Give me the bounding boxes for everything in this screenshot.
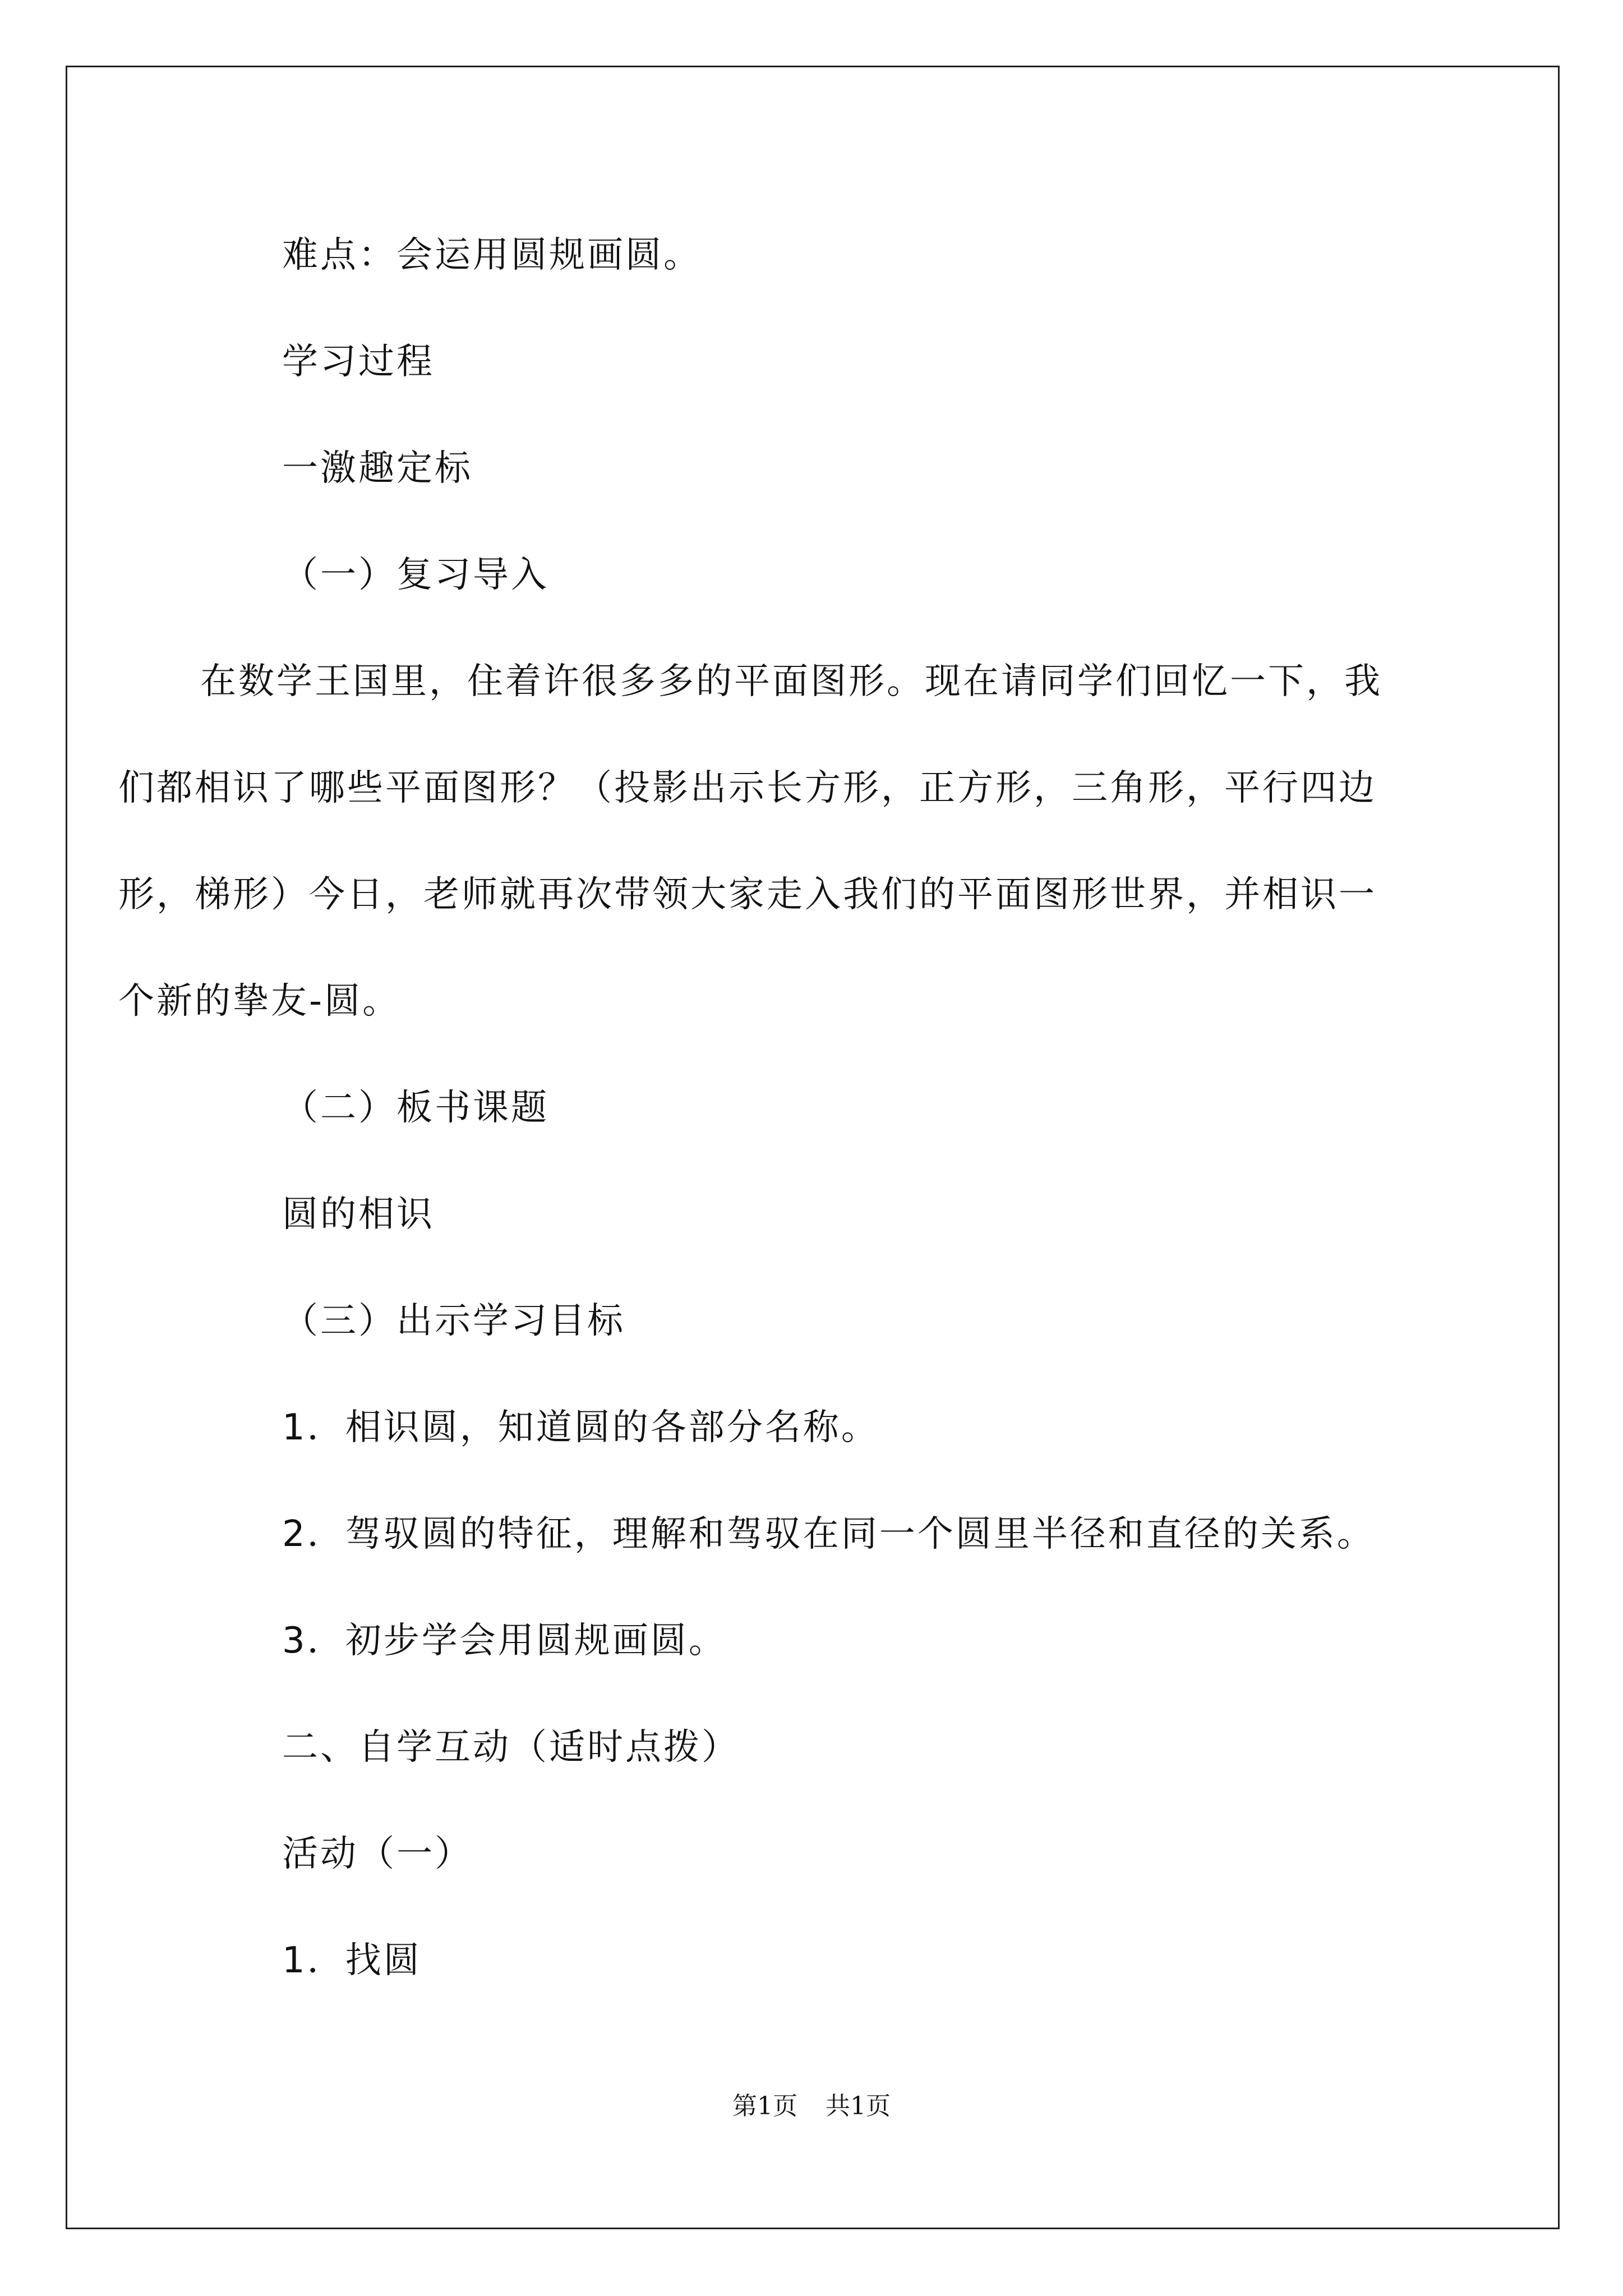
goal-item-1: 1．相识圆，知道圆的各部分名称。 <box>282 1407 879 1448</box>
goal-item-3: 3．初步学会用圆规画圆。 <box>282 1620 727 1662</box>
heading-section-one: 一激趣定标 <box>282 448 473 489</box>
document-body <box>118 202 1469 2014</box>
page-total: 共1页 <box>826 2092 891 2120</box>
page-footer <box>0 2086 1623 2122</box>
heading-review-intro: （一）复习导入 <box>282 554 549 596</box>
activity-item-1: 1．找圆 <box>282 1940 422 1981</box>
paragraph-intro-text: 在数学王国里，住着许很多多的平面图形。现在请同学们回忆一下，我们都相识了哪些平面图形？（投影出示长方形，正方形，三角形，平行四边形，梯形）今日，老师就再次带领大家走入我们的平面图形世界，并相识一个新的挚友-圆。 <box>118 661 1382 1022</box>
heading-board-title: （二）板书课题 <box>282 1087 549 1129</box>
goal-item-2: 2．驾驭圆的特征，理解和驾驭在同一个圆里半径和直径的关系。 <box>282 1513 1375 1555</box>
heading-learning-process: 学习过程 <box>282 341 435 383</box>
heading-activity-one: 活动（一） <box>282 1833 473 1875</box>
page-number: 第1页 <box>732 2092 797 2120</box>
lesson-title: 圆的相识 <box>282 1194 435 1235</box>
paragraph-difficulty: 难点：会运用圆规画圆。 <box>282 234 702 276</box>
heading-learning-goals: （三）出示学习目标 <box>282 1300 625 1342</box>
heading-section-two: 二、自学互动（适时点拨） <box>282 1727 740 1768</box>
